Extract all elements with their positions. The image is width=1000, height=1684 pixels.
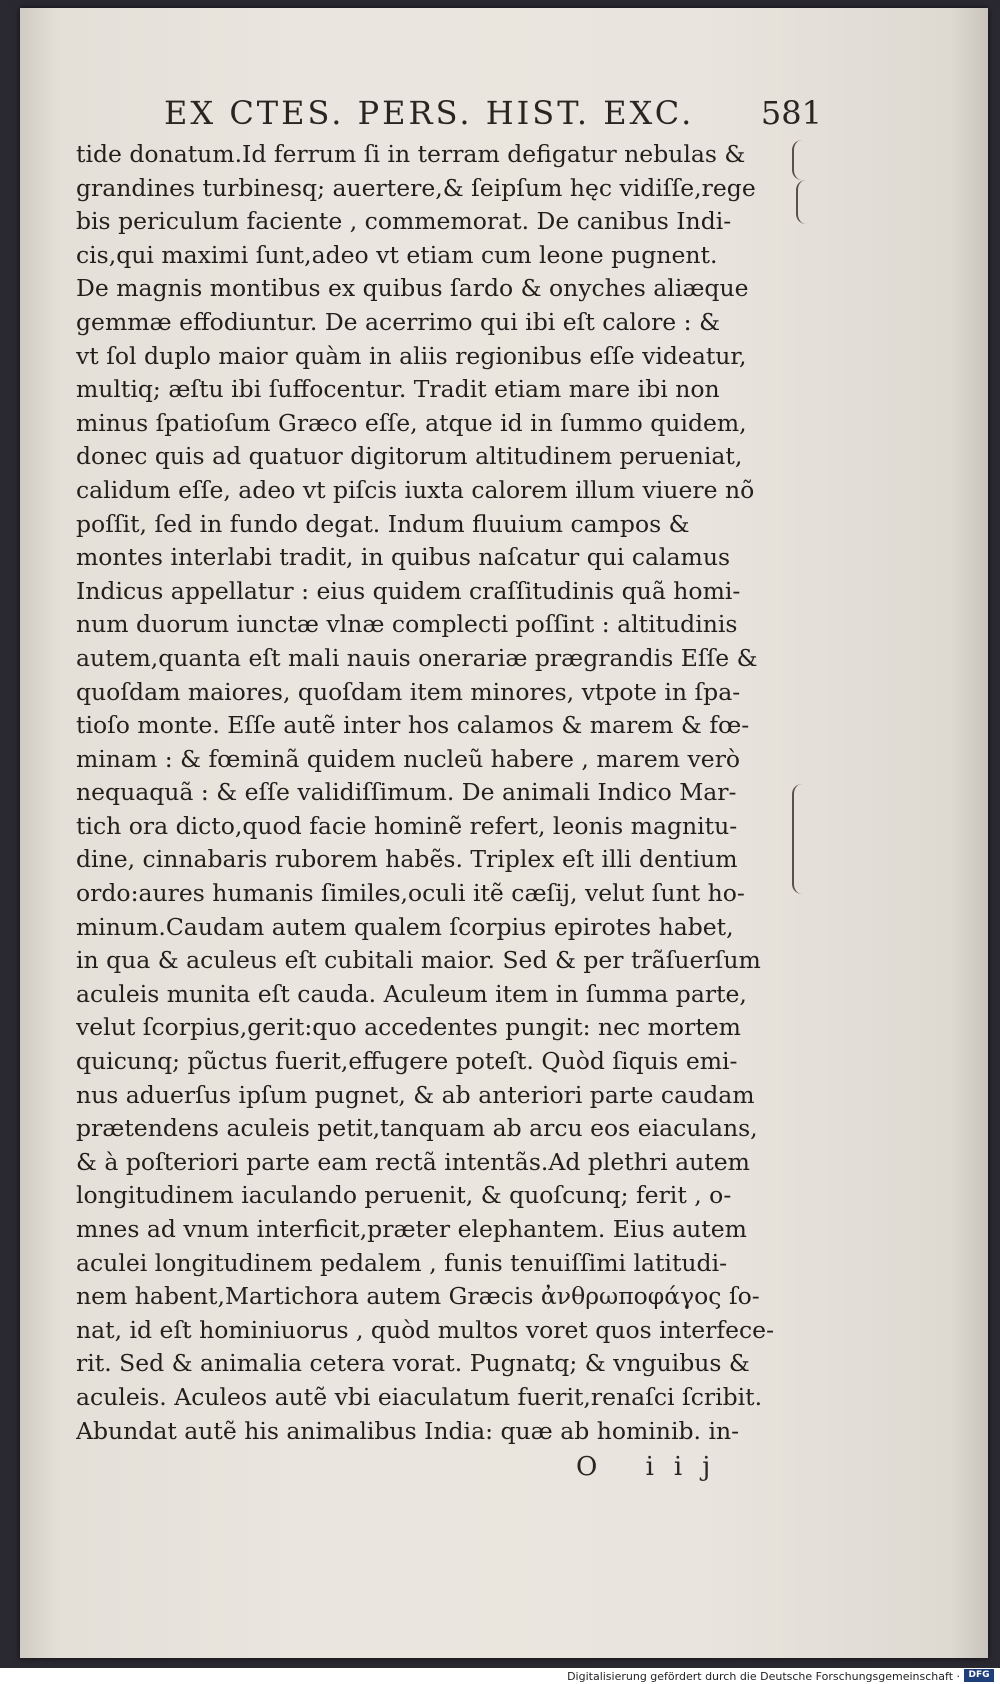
text-line: Indicus appellatur : eius quidem craſſitudinis quã homi- [76, 576, 741, 605]
running-head-title: EX CTES. PERS. HIST. EXC. [164, 94, 695, 132]
text-line: bis periculum faciente , commemorat. De canibus Indi- [76, 207, 732, 236]
text-line: longitudinem iaculando peruenit, & quoſcunq; ferit , o- [76, 1181, 732, 1210]
text-line: Abundat autẽ his animalibus India: quæ ab hominib. in- [76, 1416, 740, 1445]
text-line: grandines turbinesq; auertere,& ſeipſum hęc vidiſſe,rege [76, 173, 756, 202]
text-line: multiq; æſtu ibi ſuffocentur. Tradit etiam mare ibi non [76, 375, 720, 404]
text-line: poſſit, ſed in fundo degat. Indum fluuium campos & [76, 509, 690, 538]
text-line: prætendens aculeis petit,tanquam ab arcu eos eiaculans, [76, 1114, 758, 1143]
text-line: tioſo monte. Eſſe autẽ inter hos calamos & marem & fœ- [76, 711, 750, 740]
text-line: minus ſpatioſum Græco eſſe, atque id in ſummo quidem, [76, 408, 747, 437]
dfg-logo: DFG [964, 1669, 994, 1682]
text-line: nem habent,Martichora autem Græcis ἀνθρωποφάγος ſo- [76, 1282, 760, 1311]
text-line: in qua & aculeus eſt cubitali maior. Sed & per trãſuerſum [76, 946, 761, 975]
text-line: & à poſteriori parte eam rectã intentãs.Ad plethri autem [76, 1147, 750, 1176]
text-line: nequaquã : & eſſe validiſſimum. De animali Indico Mar- [76, 778, 737, 807]
text-line: aculeis. Aculeos autẽ vbi eiaculatum fuerit,renaſci ſcribit. [76, 1382, 763, 1411]
running-head [164, 94, 822, 132]
text-line: autem,quanta eſt mali nauis onerariæ prægrandis Eſſe & [76, 643, 758, 672]
text-line: tich ora dicto,quod facie hominẽ refert, leonis magnitu- [76, 811, 738, 840]
text-line: cis,qui maximi ſunt,adeo vt etiam cum leone pugnent. [76, 240, 718, 269]
text-line: minam : & fœminã quidem nucleũ habere , marem verò [76, 744, 741, 773]
text-line: quicunq; pũctus fuerit,effugere poteſt. Quòd ſiquis emi- [76, 1047, 738, 1076]
text-line: aculei longitudinem pedalem , funis tenuiſſimi latitudi- [76, 1248, 728, 1277]
text-line: aculeis munita eſt cauda. Aculeum item in ſumma parte, [76, 979, 747, 1008]
book-page [20, 8, 988, 1658]
signature-mark: O iij [576, 1452, 731, 1482]
text-line: calidum eſſe, adeo vt piſcis iuxta calorem illum viuere nõ [76, 475, 755, 504]
text-line: vt ſol duplo maior quàm in aliis regionibus eſſe videatur, [76, 341, 747, 370]
body-text [76, 138, 816, 1448]
text-line: ordo:aures humanis ſimiles,oculi itẽ cæſij, velut ſunt ho- [76, 879, 745, 908]
text-line: De magnis montibus ex quibus ſardo & onyches aliæque [76, 274, 749, 303]
text-line: montes interlabi tradit, in quibus naſcatur qui calamus [76, 543, 731, 572]
text-line: mnes ad vnum interficit,præter elephantem. Eius autem [76, 1215, 747, 1243]
text-line: nat, id eſt hominiuorus , quòd multos voret quos interfece- [76, 1315, 775, 1344]
digitization-credit: Digitalisierung gefördert durch die Deutsche Forschungsgemeinschaft · [567, 1670, 960, 1683]
folio-number: 581 [760, 94, 822, 132]
text-line: quoſdam maiores, quoſdam item minores, vtpote in ſpa- [76, 677, 741, 706]
text-line: donec quis ad quatuor digitorum altitudinem perueniat, [76, 442, 743, 471]
margin-bracket-mark [792, 140, 804, 180]
text-line: minum.Caudam autem qualem ſcorpius epirotes habet, [76, 912, 734, 941]
text-line: gemmæ effodiuntur. De acerrimo qui ibi eſt calore : & [76, 307, 720, 336]
text-line: num duorum iunctæ vlnæ complecti poſſint : altitudinis [76, 610, 738, 639]
text-line: rit. Sed & animalia cetera vorat. Pugnatq; & vnguibus & [76, 1349, 750, 1378]
text-line: dine, cinnabaris ruborem habẽs. Triplex eſt illi dentium [76, 845, 738, 874]
text-line: velut ſcorpius,gerit:quo accedentes pungit: nec mortem [76, 1013, 741, 1042]
text-line: tide donatum.Id ferrum ſi in terram defigatur nebulas & [76, 140, 746, 168]
text-line: nus aduerſus ipſum pugnet, & ab anteriori parte caudam [76, 1080, 755, 1109]
margin-bracket-mark [796, 180, 808, 224]
margin-bracket-mark [792, 784, 804, 894]
